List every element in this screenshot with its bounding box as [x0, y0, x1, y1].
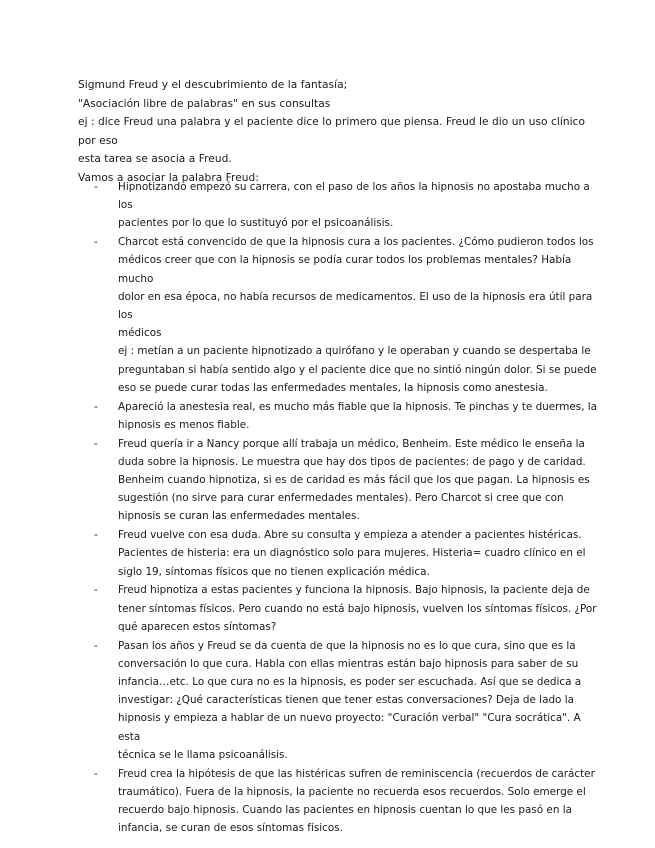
list-item-line: Benheim cuando hipnotiza, si es de caridad es más fácil que los que pagan. La hipnosis es	[118, 474, 590, 487]
list-item-line: qué aparecen estos síntomas?	[118, 620, 277, 633]
list-item-line: técnica se le llama psicoanálisis.	[118, 748, 288, 761]
list-item	[78, 398, 598, 434]
list-item-line: médicos	[118, 327, 162, 340]
list-item-line: Pasan los años y Freud se da cuenta de que la hipnosis no es lo que cura, sino que es la	[118, 639, 576, 652]
list-item-line: siglo 19, síntomas físicos que no tienen explicación médica.	[118, 565, 430, 578]
list-item-line: hipnosis se curan las enfermedades mentales.	[118, 510, 360, 523]
bullet-dash: -	[94, 767, 98, 780]
list-item	[78, 581, 598, 636]
bullet-dash: -	[94, 529, 98, 542]
list-item	[78, 233, 598, 397]
intro-line: Vamos a asociar la palabra Freud:	[78, 171, 259, 184]
bullet-dash: -	[94, 584, 98, 597]
bullet-dash: -	[94, 639, 98, 652]
list-item-line: dolor en esa época, no había recursos de medicamentos. El uso de la hipnosis era útil para los	[118, 290, 593, 322]
list-item-line: recuerdo bajo hipnosis. Cuando las pacientes en hipnosis cuentan lo que les pasó en la	[118, 804, 572, 817]
intro-paragraph	[78, 76, 593, 187]
list-item-line: médicos creer que con la hipnosis se podía curar todos los problemas mentales? Había mucho	[118, 254, 572, 285]
list-item-line: Freud quería ir a Nancy porque allí trabaja un médico, Benheim. Este médico le enseña la	[118, 437, 585, 450]
list-item-line: pacientes por lo que lo sustituyó por el psicoanálisis.	[118, 217, 394, 230]
intro-line: Sigmund Freud y el descubrimiento de la fantasía;	[78, 79, 348, 91]
list-item-line: hipnosis y empieza a hablar de un nuevo proyecto: "Curación verbal" "Cura socrática". A esta	[118, 712, 581, 743]
list-item-line: hipnosis es menos fiable.	[118, 418, 250, 431]
list-item-line: Apareció la anestesia real, es mucho más fiable que la hipnosis. Te pinchas y te duermes, la	[118, 400, 598, 413]
list-item-line: conversación lo que cura. Habla con ellas mientras están bajo hipnosis para saber de su	[118, 657, 579, 670]
list-item	[78, 178, 598, 233]
intro-line: "Asociación libre de palabras" en sus consultas	[78, 97, 331, 110]
list-item	[78, 435, 598, 526]
list-item-line: eso se puede curar todas las enfermedades mentales, la hipnosis como anestesia.	[118, 381, 548, 394]
bullet-dash: -	[94, 400, 98, 413]
list-item-line: traumático). Fuera de la hipnosis, la paciente no recuerda esos recuerdos. Solo emerge el	[118, 785, 586, 798]
intro-line: esta tarea se asocia a Freud.	[78, 153, 232, 165]
list-item-line: duda sobre la hipnosis. Le muestra que hay dos tipos de pacientes: de pago y de caridad.	[118, 455, 586, 468]
list-item-line: Freud vuelve con esa duda. Abre su consulta y empieza a atender a pacientes histéricas.	[118, 529, 582, 542]
list-item-line: Pacientes de histeria: era un diagnóstico solo para mujeres. Histeria= cuadro clínico en el	[118, 547, 586, 560]
list-item	[78, 637, 598, 764]
bullet-list	[78, 178, 598, 838]
list-item-line: Charcot está convencido de que la hipnosis cura a los pacientes. ¿Cómo pudieron todos los	[118, 236, 594, 249]
list-item-line: investigar: ¿Qué características tienen que tener estas conversaciones? Deja de lado la	[118, 694, 574, 707]
list-item-line: tener síntomas físicos. Pero cuando no está bajo hipnosis, vuelven los síntomas físicos. ¿Por	[118, 602, 597, 615]
list-item-line: preguntaban si había sentido algo y el paciente dice que no sintió ningún dolor. Si se puede	[118, 363, 597, 376]
list-item-line: sugestión (no sirve para curar enfermedades mentales). Pero Charcot si cree que con	[118, 492, 564, 505]
list-item-line: ej : metían a un paciente hipnotizado a quirófano y le operaban y cuando se despertaba le	[118, 345, 591, 358]
list-item	[78, 765, 598, 838]
bullet-dash: -	[94, 181, 98, 193]
list-item-line: Freud hipnotiza a estas pacientes y funciona la hipnosis. Bajo hipnosis, la paciente deja de	[118, 584, 590, 597]
bullet-dash: -	[94, 236, 98, 249]
bullet-dash: -	[94, 437, 98, 450]
list-item-line: infancia, se curan de esos síntomas físicos.	[118, 822, 343, 835]
list-item-line: infancia…etc. Lo que cura no es la hipnosis, es poder ser escuchada. Así que se dedica a	[118, 676, 582, 689]
intro-line: ej : dice Freud una palabra y el paciente dice lo primero que piensa. Freud le dio un uso clínico por eso	[78, 116, 585, 147]
list-item-line: Freud crea la hipótesis de que las histéricas sufren de reminiscencia (recuerdos de carácter	[118, 767, 595, 780]
list-item-line: Hipnotizando empezó su carrera, con el paso de los años la hipnosis no apostaba mucho a los	[118, 181, 590, 212]
list-item	[78, 526, 598, 581]
